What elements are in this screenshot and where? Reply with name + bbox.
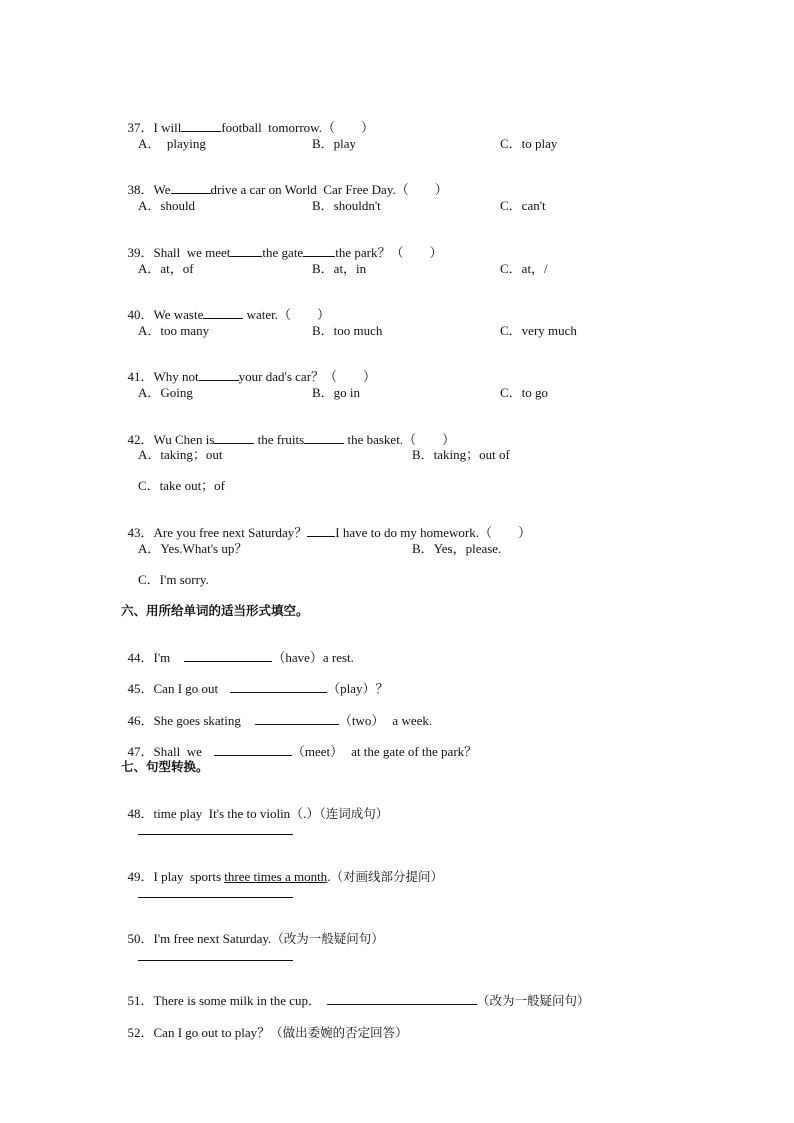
question-text: I'm — [153, 650, 171, 665]
answer-blank[interactable] — [327, 993, 477, 1005]
question-46 — [121, 697, 432, 729]
question-41 — [121, 353, 376, 385]
question-number: 47． — [127, 744, 154, 759]
question-text: I'm free next Saturday. — [153, 931, 272, 946]
option-b[interactable]: B．play — [312, 136, 357, 151]
instruction-note: （对画线部分提问） — [330, 869, 443, 884]
instruction-note: （连词成句） — [319, 806, 389, 821]
word-hint: （play） — [327, 681, 376, 696]
word-hint: （two） — [338, 713, 385, 728]
question-number: 37． — [127, 120, 154, 135]
question-number: 44． — [127, 650, 154, 665]
answer-line[interactable] — [138, 960, 293, 961]
question-text: I play sports — [153, 869, 225, 884]
question-text: the basket. — [344, 432, 404, 447]
option-c[interactable]: C．to play — [500, 136, 558, 151]
question-number: 38． — [127, 182, 154, 197]
option-a[interactable]: A．at，of — [138, 261, 194, 276]
question-text: a rest. — [322, 650, 354, 665]
question-42 — [121, 416, 455, 448]
question-text: I have to do my homework. — [335, 525, 479, 540]
question-text: Are you free next Saturday？ — [153, 525, 308, 540]
question-text: a week. — [392, 713, 433, 728]
question-text: the fruits — [254, 432, 305, 447]
answer-blank[interactable] — [230, 681, 327, 693]
question-text: Shall we meet — [153, 245, 231, 260]
question-text: the park？ — [335, 245, 391, 260]
answer-line[interactable] — [138, 834, 293, 835]
answer-blank[interactable] — [230, 245, 262, 257]
question-49 — [121, 853, 443, 885]
question-text: at the gate of the park？ — [351, 744, 478, 759]
option-c[interactable]: C．take out；of — [138, 478, 226, 493]
question-47 — [121, 728, 477, 760]
answer-blank[interactable] — [307, 525, 335, 537]
option-c[interactable]: C．I'm sorry. — [138, 572, 209, 587]
section-7-title: 七、句型转换。 — [121, 759, 209, 774]
question-text: ？ — [375, 681, 389, 696]
question-text: football tomorrow. — [221, 120, 322, 135]
answer-blank[interactable] — [199, 369, 239, 381]
question-text: Why not — [153, 369, 199, 384]
option-a[interactable]: A．taking；out — [138, 447, 223, 462]
question-38 — [121, 166, 448, 198]
answer-blank[interactable] — [214, 744, 292, 756]
question-number: 52． — [127, 1025, 154, 1040]
option-b[interactable]: B．go in — [312, 385, 361, 400]
question-text: There is some milk in the cup． — [153, 993, 322, 1008]
question-52 — [121, 1009, 408, 1041]
answer-paren[interactable]: （ ） — [324, 369, 377, 384]
answer-blank[interactable] — [303, 245, 335, 257]
question-37 — [121, 104, 374, 136]
question-number: 43． — [127, 525, 154, 540]
answer-blank[interactable] — [255, 713, 339, 725]
underlined-phrase: three times a month — [224, 869, 328, 884]
answer-paren[interactable]: （ ） — [390, 245, 443, 260]
answer-blank[interactable] — [203, 307, 243, 319]
question-number: 40． — [127, 307, 154, 322]
option-c[interactable]: C．at，/ — [500, 261, 548, 276]
question-39 — [121, 229, 442, 261]
question-text: Wu Chen is — [153, 432, 215, 447]
question-number: 42． — [127, 432, 154, 447]
answer-line[interactable] — [138, 897, 293, 898]
answer-paren[interactable]: （ ） — [395, 182, 448, 197]
question-text: I will — [153, 120, 182, 135]
question-40 — [121, 291, 330, 323]
option-b[interactable]: B．Yes，please. — [412, 541, 502, 556]
answer-blank[interactable] — [214, 432, 254, 444]
word-hint: （meet） — [291, 744, 344, 759]
question-text: the gate — [262, 245, 304, 260]
question-51 — [121, 977, 590, 1009]
question-number: 39． — [127, 245, 154, 260]
question-number: 45． — [127, 681, 154, 696]
question-50 — [121, 915, 384, 947]
question-text: drive a car on World Car Free Day. — [210, 182, 396, 197]
option-a[interactable]: A．should — [138, 198, 196, 213]
option-b[interactable]: B．taking；out of — [412, 447, 510, 462]
question-text: . — [327, 869, 331, 884]
answer-paren[interactable]: （ ） — [321, 120, 374, 135]
answer-paren[interactable]: （ ） — [403, 432, 456, 447]
question-48 — [121, 790, 388, 822]
question-number: 46． — [127, 713, 154, 728]
question-number: 49． — [127, 869, 154, 884]
question-43 — [121, 509, 531, 541]
option-a[interactable]: A．Going — [138, 385, 193, 400]
instruction-note: （改为一般疑问句） — [477, 993, 590, 1008]
option-c[interactable]: C．to go — [500, 385, 549, 400]
option-c[interactable]: C．can't — [500, 198, 546, 213]
option-a[interactable]: A． playing — [138, 136, 206, 151]
question-number: 41． — [127, 369, 154, 384]
question-text: She goes skating — [153, 713, 241, 728]
question-text: Can I go out — [153, 681, 219, 696]
question-45 — [121, 665, 389, 697]
question-text: time play It's the to violin（.） — [153, 806, 320, 821]
question-text: water. — [243, 307, 279, 322]
question-text: We — [153, 182, 171, 197]
answer-blank[interactable] — [171, 182, 211, 194]
question-number: 51． — [127, 993, 154, 1008]
question-text: Shall we — [153, 744, 202, 759]
answer-blank[interactable] — [184, 650, 272, 662]
question-text: Can I go out to play？ — [153, 1025, 271, 1040]
option-a[interactable]: A．too many — [138, 323, 210, 338]
question-number: 48． — [127, 806, 154, 821]
option-a[interactable]: A．Yes.What's up？ — [138, 541, 248, 556]
answer-paren[interactable]: （ ） — [479, 525, 532, 540]
option-c[interactable]: C．very much — [500, 323, 577, 338]
section-6-title: 六、用所给单词的适当形式填空。 — [121, 603, 309, 618]
option-b[interactable]: B．shouldn't — [312, 198, 381, 213]
question-44 — [121, 634, 354, 666]
question-text: We waste — [153, 307, 204, 322]
answer-blank[interactable] — [304, 432, 344, 444]
option-b[interactable]: B．too much — [312, 323, 383, 338]
word-hint: （have） — [272, 650, 323, 665]
instruction-note: （改为一般疑问句） — [271, 931, 384, 946]
answer-paren[interactable]: （ ） — [278, 307, 331, 322]
question-text: your dad's car？ — [238, 369, 325, 384]
instruction-note: （做出委婉的否定回答） — [270, 1025, 408, 1040]
answer-blank[interactable] — [181, 120, 221, 132]
question-number: 50． — [127, 931, 154, 946]
option-b[interactable]: B．at，in — [312, 261, 367, 276]
